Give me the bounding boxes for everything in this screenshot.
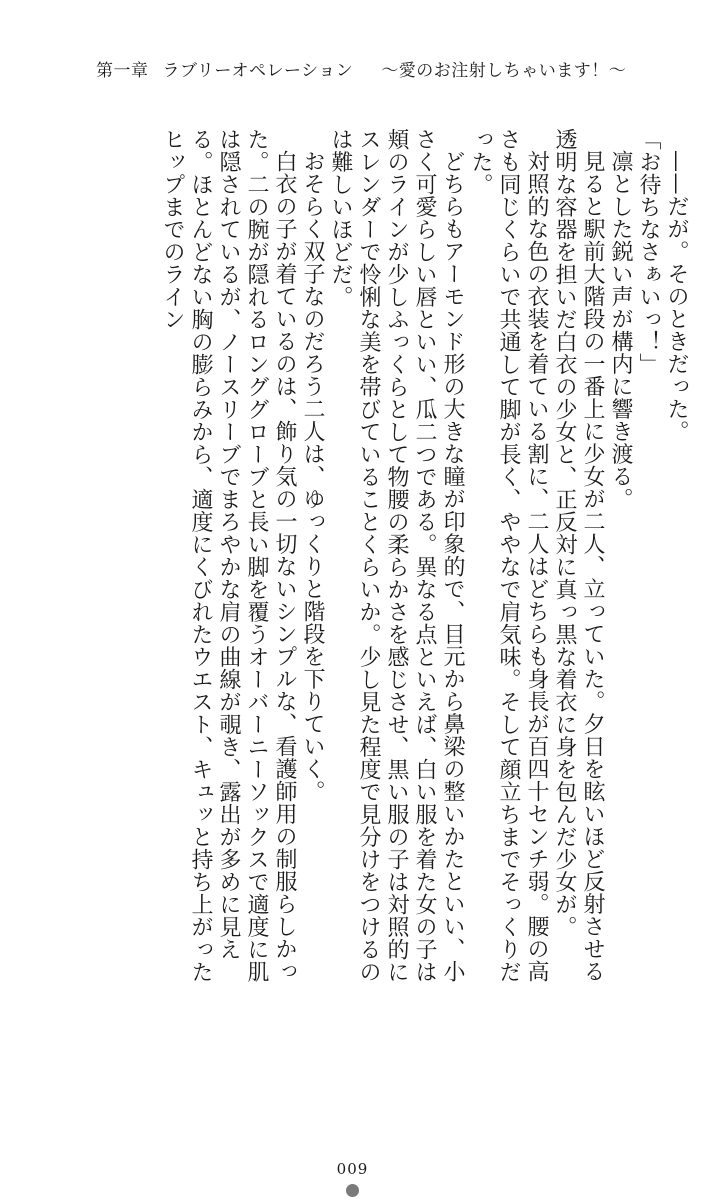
- page-number: 009: [336, 1160, 369, 1178]
- paragraph-8: 白衣の子が着ているのは、飾り気の一切ないシンプルな、看護師用の制服らしかった。二の腕が隠れるロンググローブと長い脚を覆うオーバーニーソックスで適度に肌は隠されているが、ノースリーブでまろやかな肩の曲線が覗き、露出が多めに見える。ほとんどない胸の膨らみから、適度にくびれたウエスト、キュッと持ち上がったヒップまでのライン: [160, 128, 297, 983]
- chapter-number: 第一章: [96, 61, 149, 81]
- paragraph-5: 対照的な色の衣装を着ている割に、二人はどちらも身長が百四十センチ弱。腰の高さも同じくらいで共通して脚が長く、ややなで肩気味。そして顔立ちまでそっくりだった。: [468, 128, 549, 983]
- chapter-subtitle: ～愛のお注射しちゃいます！～: [381, 61, 627, 81]
- body-text: [90, 128, 690, 990]
- paragraph-1: ——だが。そのときだった。: [664, 150, 689, 443]
- paragraph-2: 「お待ちなさぁいっ！」: [636, 128, 661, 376]
- paragraph-7: おそらく双子なのだろう二人は、ゆっくりと階段を下りていく。: [300, 150, 325, 803]
- paragraph-3: 凛とした鋭い声が構内に響き渡る。: [608, 150, 633, 510]
- page-ornament-icon: [346, 1184, 359, 1197]
- paragraph-6: どちらもアーモンド形の大きな瞳が印象的で、目元から鼻梁の整いかたといい、小さく可愛らしい唇といい、瓜二つである。異なる点といえば、白い服を着た女の子は頬のラインが少しふっくらとして物腰の柔らかさを感じさせ、黒い服の子は対照的にスレンダーで怜悧な美を帯びていることくらいか。少し見た程度で見分けをつけるのは難しいほどだ。: [328, 128, 465, 983]
- running-header: [96, 56, 656, 81]
- chapter-title: ラブリーオペレーション: [162, 61, 354, 81]
- paragraph-4: 見ると駅前大階段の一番上に少女が二人、立っていた。夕日を眩いほど反射させる透明な容器を担いだ白衣の少女と、正反対に真っ黒な着衣に身を包んだ少女が。: [552, 128, 605, 983]
